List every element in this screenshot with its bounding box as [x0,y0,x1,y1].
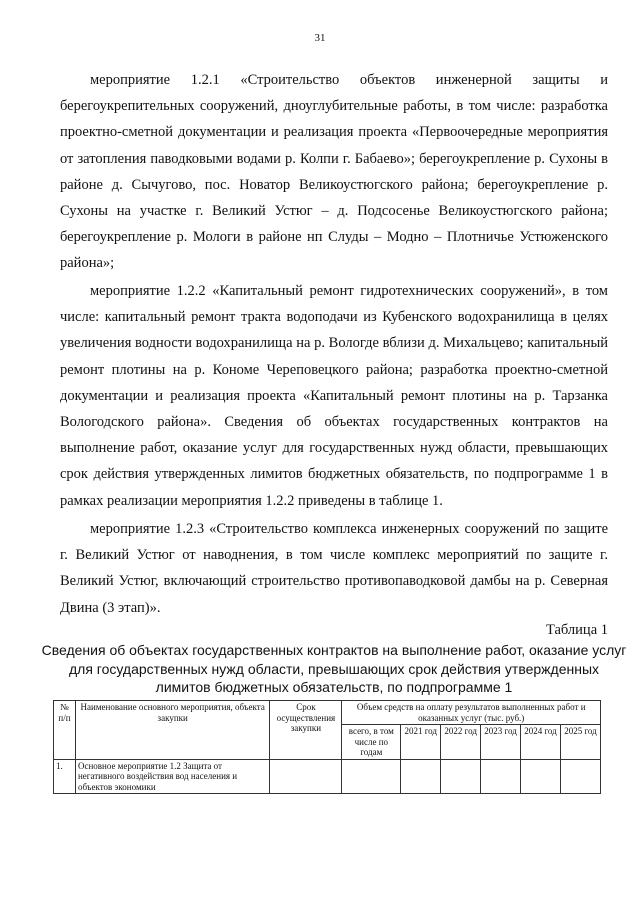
paragraph-2 [60,278,608,514]
paragraph-text: мероприятие 1.2.1 «Строительство объектов инженерной защиты и берегоукрепительных сооружений, дноуглубительные работы, в том числе: разработка проектно-сметной документации и реализация проекта «Первоочередные мероприятия от затопления паводковыми водами р. Колпи г. Бабаево»; берегоукрепление р. Сухоны в районе д. Сычугово, пос. Новатор Великоустюгского района; берегоукрепление р. Сухоны на участке г. Великий Устюг – д. Подсосенье Великоустюгского района; берегоукрепление р. Мологи в районе нп Слуды – Модно – Плотничье Устюженского района»; [60,72,608,272]
paragraph-1 [60,67,608,277]
header-total: всего, в том числе по годам [342,725,401,760]
table-label: Таблица 1 [545,622,608,638]
row-total [342,759,401,794]
paragraph-3 [60,516,608,621]
row-value [481,759,521,794]
row-name: Основное мероприятие 1.2 Защита от негативного воздействия вод населения и объектов экономики [75,759,269,794]
row-value [521,759,561,794]
header-year: 2025 год [560,725,600,760]
contracts-table [53,700,601,794]
header-year: 2024 год [521,725,561,760]
row-value [401,759,441,794]
row-value [560,759,600,794]
header-volume: Объем средств на оплату результатов выполненных работ и оказанных услуг (тыс. руб.) [342,701,601,725]
page-number: 31 [314,32,326,44]
header-num: № п/п [54,701,76,760]
table-row [54,759,601,794]
table-title: Сведения об объектах государственных контрактов на выполнение работ, оказание услуг для государственных нужд области, превышающих срок действия утвержденных лимитов бюджетных обязательств, по подпрограмме 1 [41,642,627,695]
header-year: 2022 год [441,725,481,760]
row-term [270,759,342,794]
row-value [441,759,481,794]
header-name: Наименование основного мероприятия, объекта закупки [75,701,269,760]
header-year: 2021 год [401,725,441,760]
paragraph-text: мероприятие 1.2.3 «Строительство комплекса инженерных сооружений по защите г. Великий Устюг от наводнения, в том числе комплекс мероприятий по защите г. Великий Устюг, включающий строительство противопаводковой дамбы на р. Северная Двина (3 этап)». [60,521,608,616]
paragraph-text: мероприятие 1.2.2 «Капитальный ремонт гидротехнических сооружений», в том числе: капитальный ремонт тракта водоподачи из Кубенского водохранилища в целях увеличения водности водохранилища на р. Вологде вблизи д. Михальцево; капитальный ремонт плотины на р. Кономе Череповецкого района; разработка проектно-сметной документации и реализация проекта «Капитальный ремонт плотины на р. Тарзанка Вологодского района». Сведения об объектах государственных контрактов на выполнение работ, оказание услуг для государственных нужд области, превышающих срок действия утвержденных лимитов бюджетных обязательств, по подпрограмме 1 в рамках реализации мероприятия 1.2.2 приведены в таблице 1. [60,283,608,509]
table-header-row [54,701,601,725]
row-num: 1. [54,759,76,794]
header-year: 2023 год [481,725,521,760]
header-term: Срок осуществления закупки [270,701,342,760]
